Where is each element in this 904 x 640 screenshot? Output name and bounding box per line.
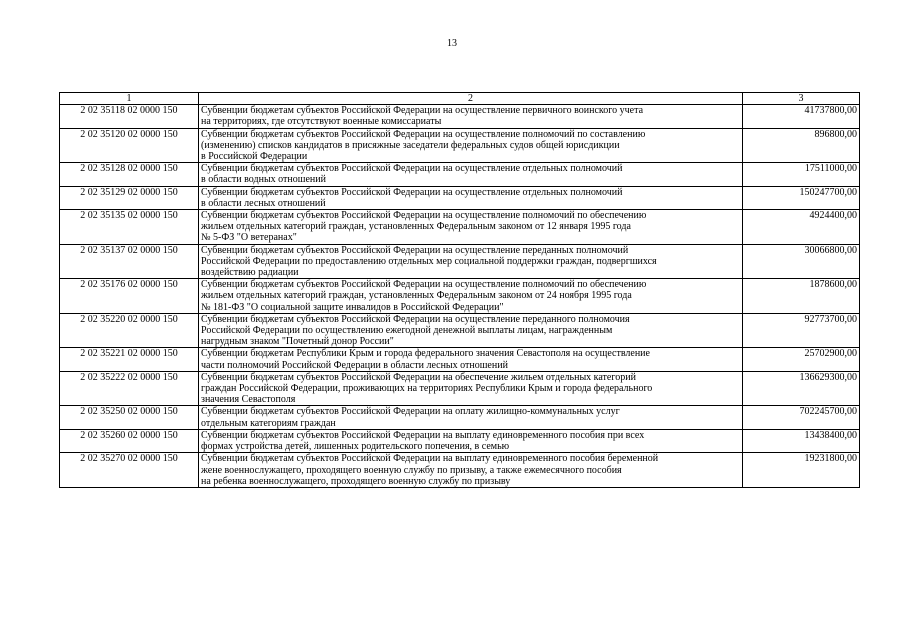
description-cell xyxy=(199,348,743,371)
description-cell xyxy=(199,105,743,128)
amount-cell: 19231800,00 xyxy=(743,453,860,488)
description-line: Субвенции бюджетам субъектов Российской Федерации на обеспечение жильем отдельных категорий xyxy=(201,371,636,383)
amount-cell: 896800,00 xyxy=(743,128,860,163)
description-line: Субвенции бюджетам субъектов Российской Федерации на осуществление первичного воинского учета xyxy=(201,105,644,117)
description-line: в области водных отношений xyxy=(201,174,326,186)
budget-code-cell: 2 02 35260 02 0000 150 xyxy=(60,429,199,452)
table-body xyxy=(60,105,860,488)
description-cell xyxy=(199,313,743,348)
description-line: Субвенции бюджетам субъектов Российской Федерации на осуществление переданных полномочий xyxy=(201,244,629,256)
description-cell xyxy=(199,406,743,429)
table-row xyxy=(60,453,860,488)
table-row xyxy=(60,105,860,128)
description-cell xyxy=(199,371,743,406)
table-row xyxy=(60,186,860,209)
budget-code-cell: 2 02 35221 02 0000 150 xyxy=(60,348,199,371)
amount-cell: 92773700,00 xyxy=(743,313,860,348)
description-line: Субвенции бюджетам субъектов Российской Федерации на осуществление отдельных полномочий xyxy=(201,186,623,198)
table-row xyxy=(60,429,860,452)
table-row xyxy=(60,163,860,186)
budget-code-cell: 2 02 35220 02 0000 150 xyxy=(60,313,199,348)
description-cell xyxy=(199,279,743,314)
column-header-description: 2 xyxy=(199,93,743,105)
description-line: Субвенции бюджетам субъектов Российской Федерации на оплату жилищно-коммунальных услуг xyxy=(201,406,620,418)
description-cell xyxy=(199,186,743,209)
description-line: Субвенции бюджетам субъектов Российской Федерации на осуществление полномочий по составлению xyxy=(201,128,646,140)
description-line: № 181-ФЗ "О социальной защите инвалидов в Российской Федерации" xyxy=(201,301,504,313)
budget-code-cell: 2 02 35270 02 0000 150 xyxy=(60,453,199,488)
description-line: граждан Российской Федерации, проживающих на территориях Республики Крым и города федерального xyxy=(201,383,653,395)
description-line: нагрудным знаком "Почетный донор России" xyxy=(201,336,394,348)
description-line: отдельным категориям граждан xyxy=(201,417,336,429)
amount-cell: 13438400,00 xyxy=(743,429,860,452)
description-line: значения Севастополя xyxy=(201,394,296,406)
amount-cell: 30066800,00 xyxy=(743,244,860,279)
description-line: жене военнослужащего, проходящего военную службу по призыву, а также ежемесячного пособия xyxy=(201,464,622,476)
amount-cell: 4924400,00 xyxy=(743,210,860,245)
table-row xyxy=(60,313,860,348)
page-number: 13 xyxy=(447,38,457,49)
budget-code-cell: 2 02 35118 02 0000 150 xyxy=(60,105,199,128)
description-line: Субвенции бюджетам Республики Крым и города федерального значения Севастополя на осуществление xyxy=(201,348,650,360)
table-header-row xyxy=(60,93,860,105)
amount-cell: 25702900,00 xyxy=(743,348,860,371)
table-row xyxy=(60,279,860,314)
table-row xyxy=(60,406,860,429)
budget-code-cell: 2 02 35176 02 0000 150 xyxy=(60,279,199,314)
budget-code-cell: 2 02 35250 02 0000 150 xyxy=(60,406,199,429)
column-header-amount: 3 xyxy=(743,93,860,105)
description-line: Субвенции бюджетам субъектов Российской Федерации на выплату единовременного пособия беременной xyxy=(201,453,659,465)
description-line: Субвенции бюджетам субъектов Российской Федерации на осуществление полномочий по обеспечению xyxy=(201,279,647,291)
table-row xyxy=(60,128,860,163)
amount-cell: 150247700,00 xyxy=(743,186,860,209)
description-line: (изменению) списков кандидатов в присяжные заседатели федеральных судов общей юрисдикции xyxy=(201,139,620,151)
budget-code-cell: 2 02 35120 02 0000 150 xyxy=(60,128,199,163)
description-line: Российской Федерации по осуществлению ежегодной денежной выплаты лицам, награжденным xyxy=(201,325,613,337)
budget-code-cell: 2 02 35137 02 0000 150 xyxy=(60,244,199,279)
description-cell xyxy=(199,163,743,186)
amount-cell: 702245700,00 xyxy=(743,406,860,429)
description-cell xyxy=(199,210,743,245)
table-row xyxy=(60,371,860,406)
description-line: воздействию радиации xyxy=(201,267,299,279)
budget-code-cell: 2 02 35128 02 0000 150 xyxy=(60,163,199,186)
table-row xyxy=(60,348,860,371)
budget-code-cell: 2 02 35129 02 0000 150 xyxy=(60,186,199,209)
description-line: в Российской Федерации xyxy=(201,151,308,163)
description-line: Субвенции бюджетам субъектов Российской Федерации на выплату единовременного пособия при всех xyxy=(201,429,645,441)
budget-code-cell: 2 02 35222 02 0000 150 xyxy=(60,371,199,406)
description-cell xyxy=(199,128,743,163)
description-line: на территориях, где отсутствуют военные комиссариаты xyxy=(201,116,442,128)
budget-table xyxy=(59,92,860,488)
column-header-code: 1 xyxy=(60,93,199,105)
description-line: формах устройства детей, лишенных родительского попечения, в семью xyxy=(201,441,510,453)
budget-code-cell: 2 02 35135 02 0000 150 xyxy=(60,210,199,245)
description-line: Субвенции бюджетам субъектов Российской Федерации на осуществление переданного полномочия xyxy=(201,313,630,325)
description-line: жильем отдельных категорий граждан, установленных Федеральным законом от 24 ноября 1995 года xyxy=(201,290,632,302)
description-line: Российской Федерации по предоставлению отдельных мер социальной поддержки граждан, подвергшихся xyxy=(201,255,657,267)
description-line: № 5-ФЗ "О ветеранах" xyxy=(201,232,297,244)
table-row xyxy=(60,210,860,245)
table-row xyxy=(60,244,860,279)
description-line: жильем отдельных категорий граждан, установленных Федеральным законом от 12 января 1995 года xyxy=(201,221,631,233)
description-cell xyxy=(199,429,743,452)
amount-cell: 17511000,00 xyxy=(743,163,860,186)
description-line: Субвенции бюджетам субъектов Российской Федерации на осуществление отдельных полномочий xyxy=(201,163,623,175)
amount-cell: 1878600,00 xyxy=(743,279,860,314)
description-cell xyxy=(199,244,743,279)
amount-cell: 41737800,00 xyxy=(743,105,860,128)
description-line: Субвенции бюджетам субъектов Российской Федерации на осуществление полномочий по обеспечению xyxy=(201,210,647,222)
description-line: в области лесных отношений xyxy=(201,197,326,209)
description-cell xyxy=(199,453,743,488)
description-line: части полномочий Российской Федерации в области лесных отношений xyxy=(201,359,508,371)
description-line: на ребенка военнослужащего, проходящего военную службу по призыву xyxy=(201,475,511,487)
amount-cell: 136629300,00 xyxy=(743,371,860,406)
